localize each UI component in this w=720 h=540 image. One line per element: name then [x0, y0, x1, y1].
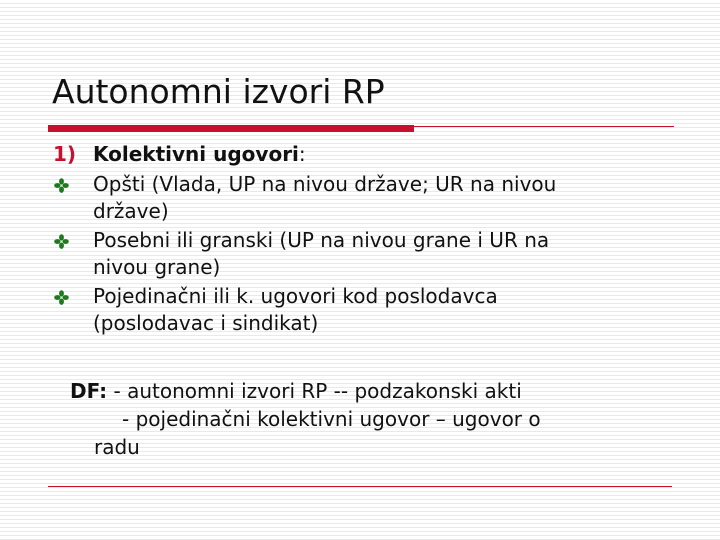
- diamond-bullet-icon: [54, 178, 69, 193]
- title-underline-bar: [48, 125, 414, 132]
- diamond-bullet-icon: [54, 234, 69, 249]
- section-heading: [53, 140, 693, 169]
- bullet-line: Opšti (Vlada, UP na nivou države; UR na nivou: [93, 172, 557, 196]
- bullet-line: nivou grane): [93, 255, 221, 279]
- slide-title: Autonomni izvori RP: [52, 72, 385, 111]
- df-label: DF:: [70, 379, 108, 403]
- bullet-line: Posebni ili granski (UP na nivou grane i UR na: [93, 228, 550, 252]
- bullet-item: [53, 283, 693, 337]
- title-underline-rule: [414, 126, 674, 127]
- bottom-rule: [48, 486, 672, 487]
- df-line-1: - autonomni izvori RP -- podzakonski akti: [107, 379, 522, 403]
- diamond-bullet-icon: [54, 290, 69, 305]
- bullet-line: Pojedinačni ili k. ugovori kod poslodavca: [93, 284, 498, 308]
- df-line-3: radu: [94, 435, 140, 459]
- heading-number: 1): [53, 142, 77, 166]
- df-note: [70, 377, 670, 461]
- df-line-2: - pojedinačni kolektivni ugovor – ugovor o: [122, 407, 541, 431]
- bullet-line: države): [93, 199, 169, 223]
- bullet-item: [53, 171, 693, 225]
- heading-colon: :: [298, 142, 306, 166]
- slide-content: [53, 140, 693, 337]
- bullet-line: (poslodavac i sindikat): [93, 311, 319, 335]
- heading-text: Kolektivni ugovori: [93, 142, 299, 166]
- bullet-item: [53, 227, 693, 281]
